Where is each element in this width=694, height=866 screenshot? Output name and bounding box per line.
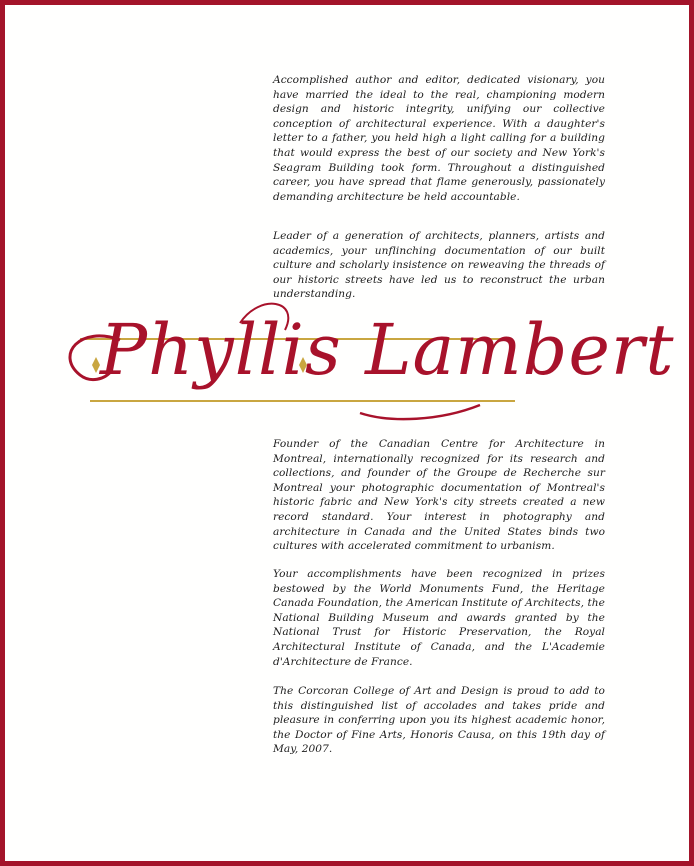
citation-paragraph-4: Your accomplishments have been recognized in prizes bestowed by the World Monuments Fund, the Heritage Canada Foundation, the American Institute of Architects, the National Building Museum and awards granted by the National Trust for Historic Preservation, the Royal Architectural Institute of Canada, and the L'Academie d'Architecture de France. <box>273 568 605 668</box>
honoree-name: Phyllis Lambert <box>100 309 675 391</box>
citation-paragraph-2: Leader of a generation of architects, planners, artists and academics, your unflinching documentation of our built culture and scholarly insistence on reweaving the threads of our historic streets have led us to reconstruct the urban understanding. <box>273 230 605 301</box>
gold-diamond-ornament-left <box>92 357 100 373</box>
citation-paragraph-3: Founder of the Canadian Centre for Architecture in Montreal, internationally recognized for its research and collections, and founder of the Groupe de Recherche sur Montreal your photographic documentation of Montreal's historic fabric and New York's city streets created a new record standard. Your interest in photography and architecture in Canada and the United States binds two cultures with accelerated commitment to urbanism. <box>273 438 605 553</box>
honoree-name-block <box>60 295 675 425</box>
citation-paragraph-1: Accomplished author and editor, dedicated visionary, you have married the ideal to the real, championing modern design and historic integrity, unifying our collective conception of architectural experience. With a daughter's letter to a father, you held high a light calling for a building that would express the best of our society and New York's Seagram Building took form. Throughout a distinguished career, you have spread that flame generously, passionately demanding architecture be held accountable. <box>273 74 605 203</box>
citation-sheet <box>5 5 689 861</box>
citation-paragraph-5: The Corcoran College of Art and Design is proud to add to this distinguished list of accolades and takes pride and pleasure in conferring upon you its highest academic honor, the Doctor of Fine Arts, Honoris Causa, on this 19th day of May, 2007. <box>273 685 605 756</box>
